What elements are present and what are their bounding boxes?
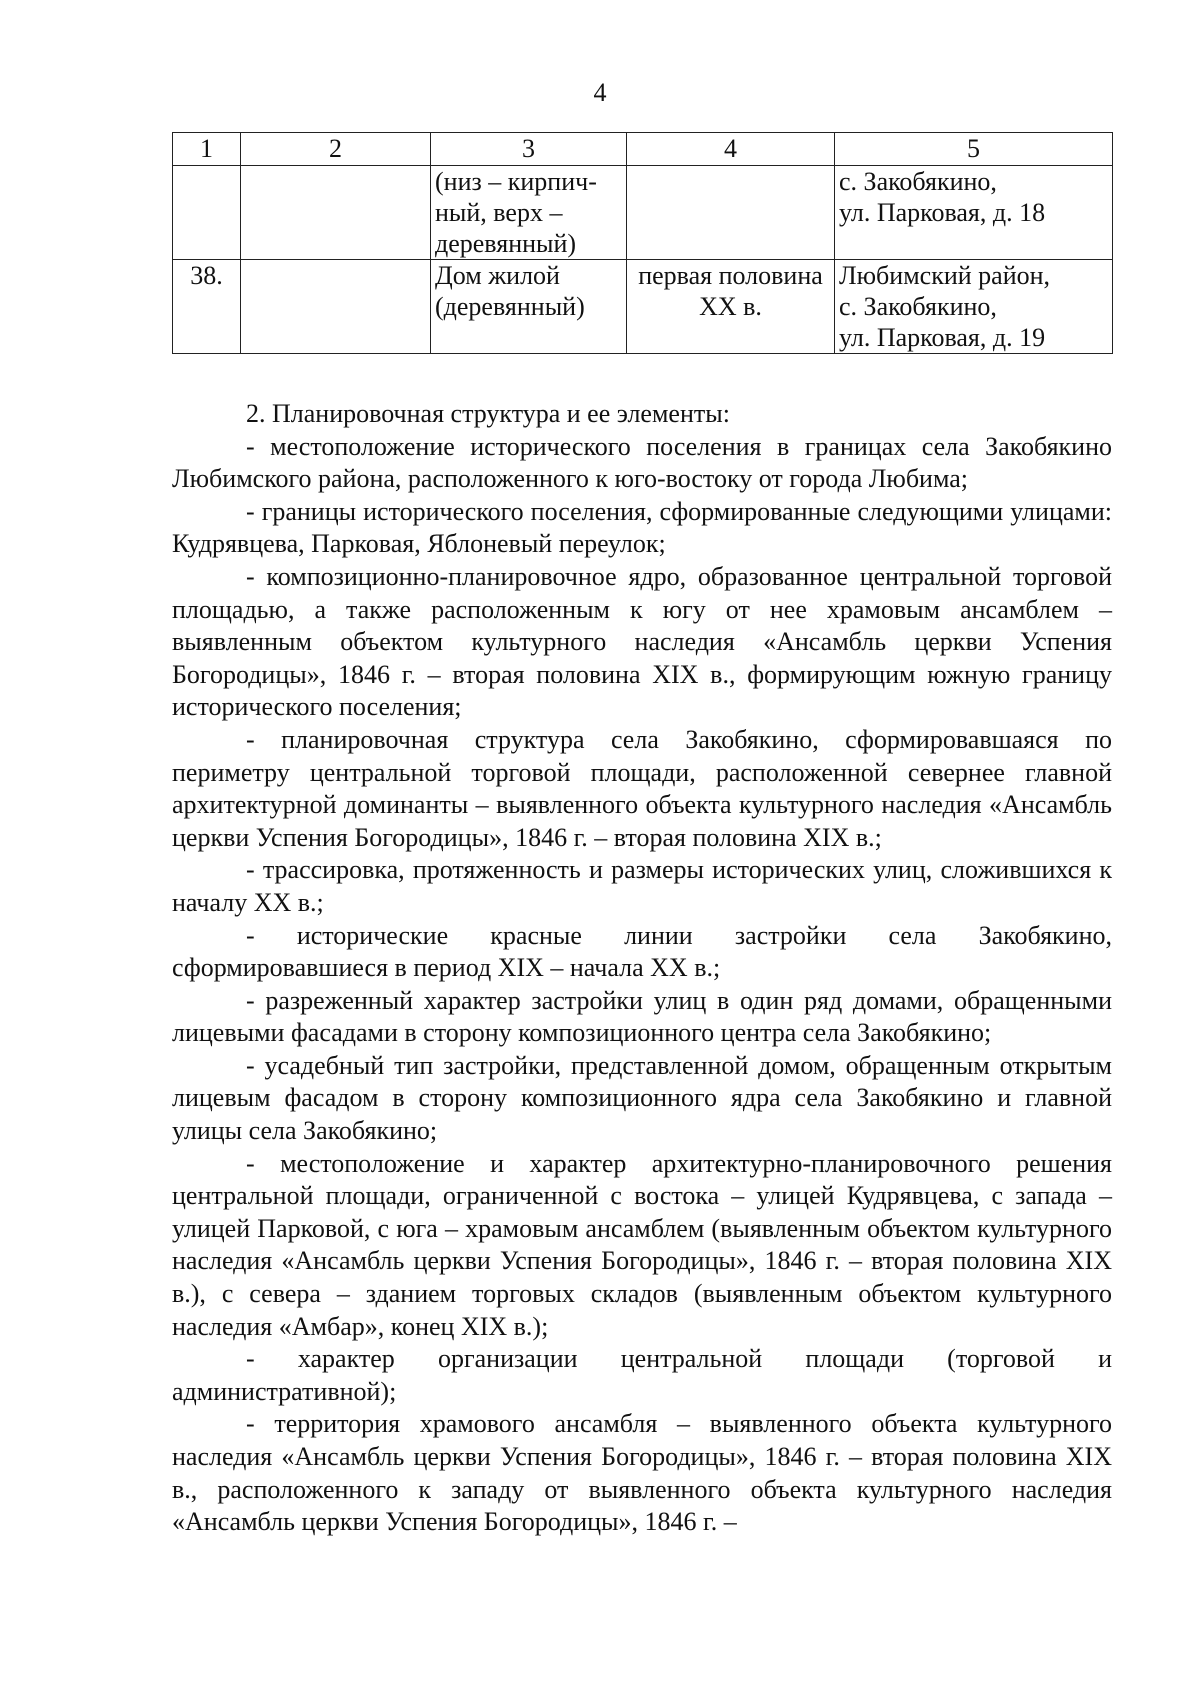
list-item: - исторические красные линии застройки села Закобякино, сформировавшиеся в период XIX – начала XX в.;: [172, 920, 1112, 983]
dating-cell: [627, 260, 835, 354]
list-item: - территория храмового ансамбля – выявленного объекта культурного наследия «Ансамбль церкви Успения Богородицы», 1846 г. – вторая половина XIX в., расположенного к западу от выявленного объекта культурного наследия «Ансамбль церкви Успения Богородицы», 1846 г. –: [172, 1409, 1112, 1537]
table-header-row: [173, 133, 1113, 166]
cell-text-line: деревянный): [435, 229, 577, 258]
cell-text-line: первая половина: [638, 261, 823, 290]
row-number-cell: [173, 166, 241, 260]
list-item: - планировочная структура села Закобякино, сформировавшаяся по периметру центральной торговой площади, расположенной севернее главной архитектурной доминанты – выявленного объекта культурного наследия «Ансамбль церкви Успения Богородицы», 1846 г. – вторая половина XIX в.;: [172, 724, 1112, 852]
list-item: - местоположение исторического поселения в границах села Закобякино Любимского района, расположенного к юго-востоку от города Любима;: [172, 431, 1112, 494]
object-description-cell: [431, 166, 627, 260]
cell-text-line: ул. Парковая, д. 18: [839, 198, 1046, 227]
cell-text-line: ул. Парковая, д. 19: [839, 323, 1046, 352]
cell-text-line: XX в.: [699, 292, 762, 321]
cell-text-line: с. Закобякино,: [839, 292, 997, 321]
body-text: [172, 398, 1112, 1539]
list-item: - разреженный характер застройки улиц в один ряд домами, обращенными лицевыми фасадами в сторону композиционного центра села Закобякино;: [172, 985, 1112, 1048]
row-number-cell: 38.: [173, 260, 241, 354]
table-cell: [241, 260, 431, 354]
list-item: - характер организации центральной площади (торговой и административной);: [172, 1344, 1112, 1406]
section-heading: 2. Планировочная структура и ее элементы:: [246, 399, 730, 428]
object-description-cell: [431, 260, 627, 354]
cell-text-line: (низ – кирпич-: [435, 167, 597, 196]
list-item: - трассировка, протяженность и размеры исторических улиц, сложившихся к началу XX в.;: [172, 855, 1112, 917]
table-row: [173, 166, 1113, 260]
table-header-cell: 1: [173, 133, 241, 166]
table-header-cell: 2: [241, 133, 431, 166]
list-item: - местоположение и характер архитектурно-планировочного решения центральной площади, ограниченной с востока – улицей Кудрявцева, с запада – улицей Парковой, с юга – храмовым ансамблем (выявленным объектом культурного наследия «Ансамбль церкви Успения Богородицы», 1846 г. – вторая половина XIX в.), с севера – зданием торговых складов (выявленным объектом культурного наследия «Амбар», конец XIX в.);: [172, 1148, 1112, 1341]
cell-text-line: Дом жилой: [435, 261, 560, 290]
cell-text-line: с. Закобякино,: [839, 167, 997, 196]
list-item: - границы исторического поселения, сформированные следующими улицами: Кудрявцева, Парковая, Яблоневый переулок;: [172, 496, 1112, 559]
address-cell: [835, 166, 1113, 260]
list-item: - композиционно-планировочное ядро, образованное центральной торговой площадью, а также расположенным к югу от нее храмовым ансамблем – выявленным объектом культурного наследия «Ансамбль церкви Успения Богородицы», 1846 г. – вторая половина XIX в., формирующим южную границу исторического поселения;: [172, 561, 1112, 722]
table-cell: [241, 166, 431, 260]
list-item: - усадебный тип застройки, представленной домом, обращенным открытым лицевым фасадом в сторону композиционного ядра села Закобякино и главной улицы села Закобякино;: [172, 1050, 1112, 1146]
table-header-cell: 5: [835, 133, 1113, 166]
table-header-cell: 4: [627, 133, 835, 166]
dating-cell: [627, 166, 835, 260]
table-row: [173, 260, 1113, 354]
page-number: 4: [593, 78, 607, 107]
cell-text-line: Любимский район,: [839, 261, 1051, 290]
cell-text-line: (деревянный): [435, 292, 585, 321]
table-header-cell: 3: [431, 133, 627, 166]
registry-table: [172, 132, 1113, 354]
address-cell: [835, 260, 1113, 354]
cell-text-line: ный, верх –: [435, 198, 563, 227]
